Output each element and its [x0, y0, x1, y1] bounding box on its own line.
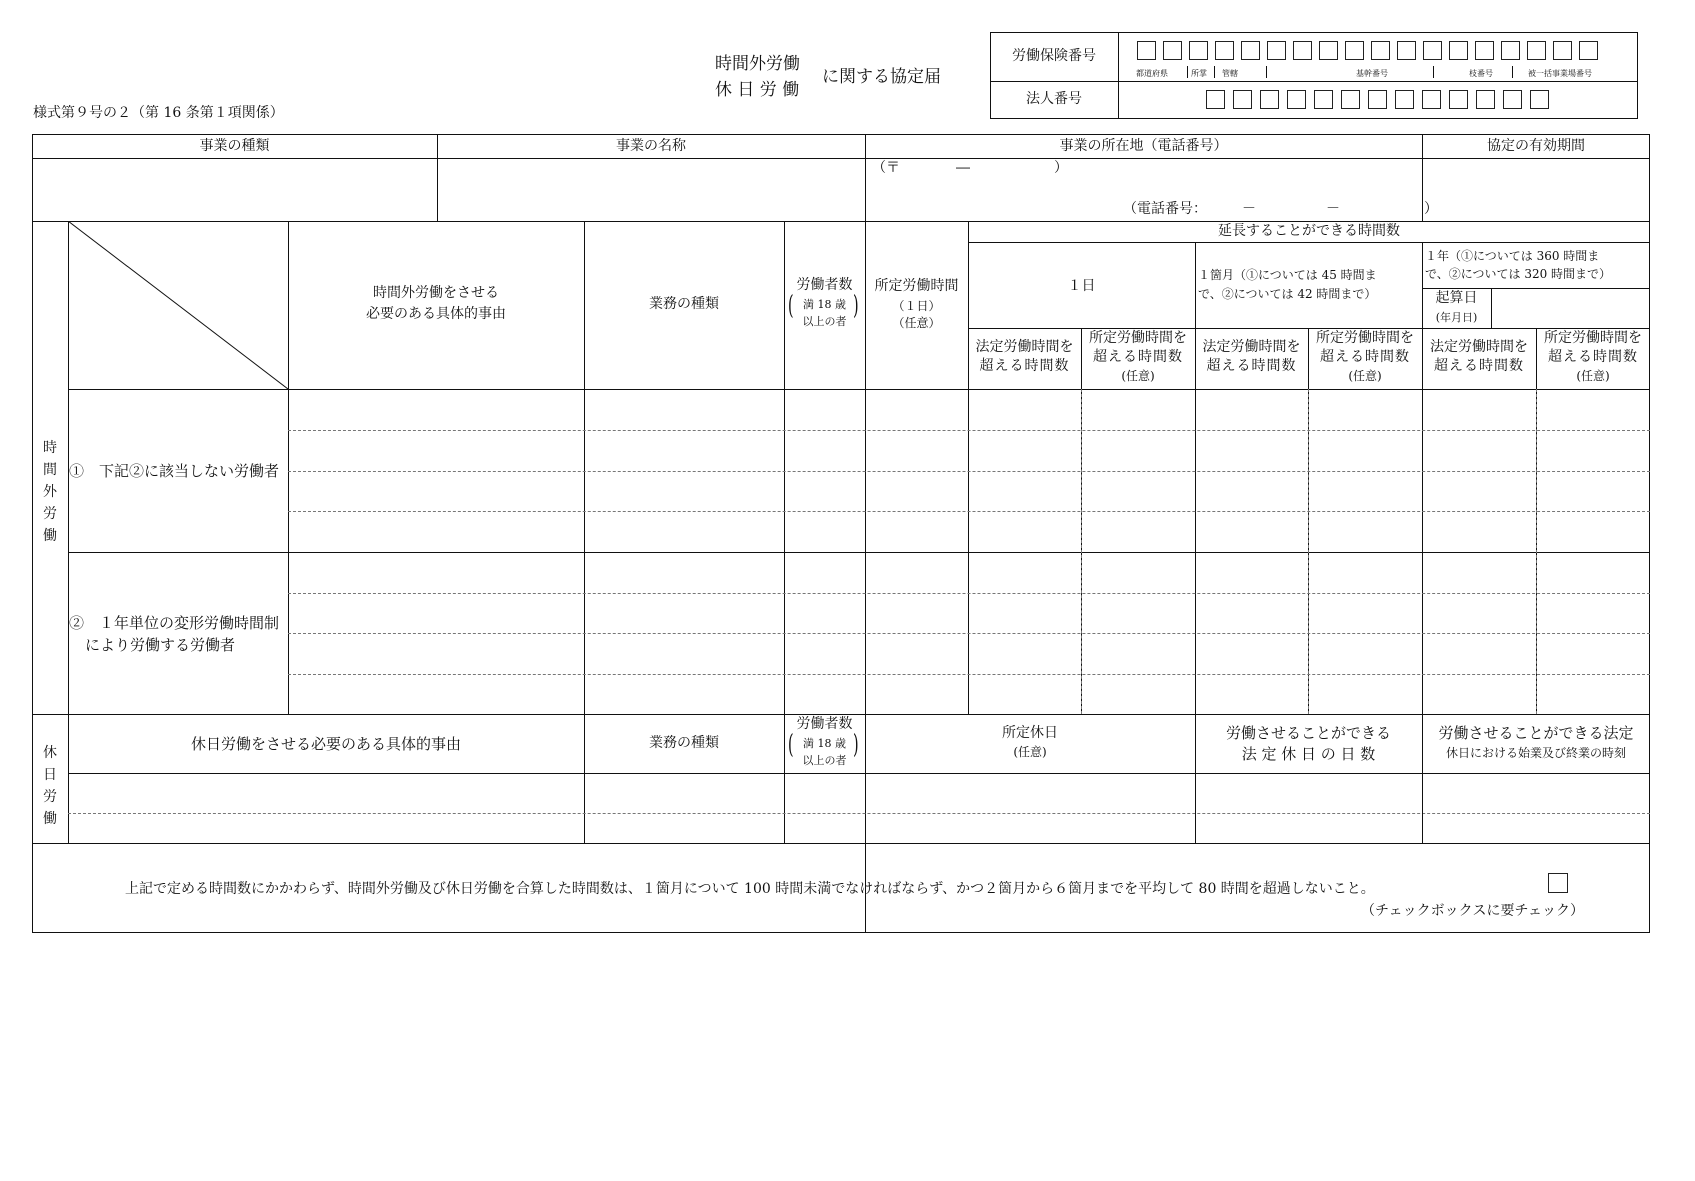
- overtime-workers-age-2: 以上の者: [802, 315, 847, 328]
- start-date-label: 起算日: [1435, 290, 1478, 306]
- month-prescribed-excess-1: 所定労働時間を: [1316, 330, 1414, 346]
- prescribed-holiday-optional: (任意): [1013, 745, 1047, 759]
- checkbox-note: （チェックボックスに要チェック）: [1361, 903, 1585, 919]
- diagonal-line: [68, 221, 288, 389]
- corporate-number-label: 法人番号: [1026, 91, 1082, 107]
- overtime-group1-entries[interactable]: [289, 390, 1649, 551]
- holiday-job-type-header: 業務の種類: [649, 735, 719, 751]
- validity-period-field[interactable]: [1423, 159, 1649, 220]
- overtime-reason-header-1: 時間外労働をさせる: [373, 285, 499, 301]
- legal-holiday-times-header-1: 労働させることができる法定: [1438, 724, 1634, 742]
- month-legal-excess-2: 超える時間数: [1206, 358, 1297, 374]
- sublabel-jurisdiction: 所掌: [1191, 69, 1207, 78]
- holiday-workers-age: 満 18 歳: [803, 737, 846, 750]
- title-line2: 休 日 労 働: [715, 80, 800, 100]
- month-prescribed-excess-3: (任意): [1348, 369, 1382, 383]
- overtime-workers-header: 労働者数: [796, 277, 853, 293]
- phone-number-label: （電話番号： － － ）: [1123, 201, 1438, 217]
- sublabel-district: 管轄: [1222, 69, 1238, 78]
- business-name-field[interactable]: [438, 159, 864, 220]
- title-suffix: に関する協定届: [822, 67, 941, 87]
- month-prescribed-excess-2: 超える時間数: [1320, 349, 1410, 365]
- overtime-workers-age: 満 18 歳: [803, 298, 846, 311]
- one-year-header-2: で、②については 320 時間まで）: [1425, 267, 1612, 281]
- day-prescribed-excess-1: 所定労働時間を: [1089, 330, 1187, 346]
- prescribed-hours-day: （１日）: [892, 299, 941, 313]
- overtime-reason-header-2: 必要のある具体的事由: [366, 306, 506, 322]
- start-date-field[interactable]: [1492, 289, 1649, 327]
- business-type-field[interactable]: [33, 159, 436, 220]
- overtime-limit-statement: 上記で定める時間数にかかわらず、時間外労働及び休日労働を合算した時間数は、１箇月について 100 時間未満でなければならず、かつ２箇月から６箇月までを平均して 80 時間を超過しないこと。: [125, 881, 1375, 897]
- holiday-workers-paren-left: (: [788, 730, 794, 760]
- day-legal-excess-2: 超える時間数: [979, 358, 1070, 374]
- year-legal-excess-1: 法定労働時間を: [1430, 339, 1528, 355]
- title-line1: 時間外労働: [715, 54, 800, 74]
- overtime-group2-entries[interactable]: [289, 553, 1649, 713]
- postal-code-label: （〒 ― ）: [872, 160, 1068, 176]
- one-month-header-1: １箇月（①については 45 時間ま: [1198, 268, 1377, 282]
- year-legal-excess-2: 超える時間数: [1434, 358, 1524, 374]
- business-type-header: 事業の種類: [199, 138, 270, 154]
- sublabel-prefecture: 都道府県: [1136, 69, 1168, 78]
- prescribed-holiday-header: 所定休日: [1002, 725, 1058, 741]
- year-prescribed-excess-1: 所定労働時間を: [1544, 330, 1642, 346]
- one-month-header-2: で、②については 42 時間まで）: [1198, 287, 1377, 301]
- extendable-hours-header: 延長することができる時間数: [1218, 223, 1400, 239]
- sublabel-bulk-number: 被一括事業場番号: [1528, 69, 1592, 78]
- overtime-limit-checkbox[interactable]: [1548, 873, 1568, 893]
- start-date-format: (年月日): [1435, 311, 1478, 324]
- labor-insurance-label: 労働保険番号: [1012, 48, 1096, 64]
- legal-holiday-days-header-2: 法 定 休 日 の 日 数: [1241, 745, 1376, 763]
- validity-period-header: 協定の有効期間: [1487, 138, 1585, 154]
- overtime-workers-paren-left: (: [788, 291, 794, 321]
- overtime-row2-label-1: ② １年単位の変形労働時間制: [69, 614, 280, 632]
- prescribed-hours-header: 所定労働時間: [874, 278, 959, 294]
- overtime-row2-label-2: により労働する労働者: [85, 636, 236, 654]
- overtime-row1-label: ① 下記②に該当しない労働者: [69, 462, 280, 480]
- holiday-workers-paren-right: ): [853, 730, 859, 760]
- form-code: 様式第９号の２（第 16 条第１項関係）: [33, 105, 284, 121]
- holiday-section-label: 休日労働: [43, 745, 57, 827]
- day-prescribed-excess-3: (任意): [1121, 369, 1155, 383]
- business-location-header: 事業の所在地（電話番号）: [1059, 138, 1228, 154]
- holiday-workers-header: 労働者数: [796, 716, 853, 732]
- overtime-job-type-header: 業務の種類: [649, 296, 719, 312]
- one-year-header-1: １年（①については 360 時間ま: [1425, 249, 1600, 263]
- holiday-entries[interactable]: [69, 774, 1649, 842]
- legal-holiday-times-header-2: 休日における始業及び終業の時刻: [1445, 746, 1626, 760]
- month-legal-excess-1: 法定労働時間を: [1202, 339, 1301, 355]
- legal-holiday-days-header-1: 労働させることができる: [1225, 724, 1391, 742]
- day-legal-excess-1: 法定労働時間を: [975, 339, 1074, 355]
- year-prescribed-excess-3: (任意): [1576, 369, 1610, 383]
- prescribed-hours-optional: （任意）: [892, 316, 941, 330]
- sublabel-base-number: 基幹番号: [1356, 69, 1388, 78]
- holiday-workers-age-2: 以上の者: [802, 754, 847, 767]
- day-prescribed-excess-2: 超える時間数: [1093, 349, 1183, 365]
- business-name-header: 事業の名称: [616, 138, 686, 154]
- sublabel-branch-number: 枝番号: [1469, 69, 1493, 78]
- overtime-section-label: 時間外労働: [43, 440, 57, 544]
- year-prescribed-excess-2: 超える時間数: [1548, 349, 1638, 365]
- overtime-workers-paren-right: ): [853, 291, 859, 321]
- one-day-header: １日: [1067, 278, 1096, 294]
- holiday-reason-header: 休日労働をさせる必要のある具体的事由: [190, 735, 461, 753]
